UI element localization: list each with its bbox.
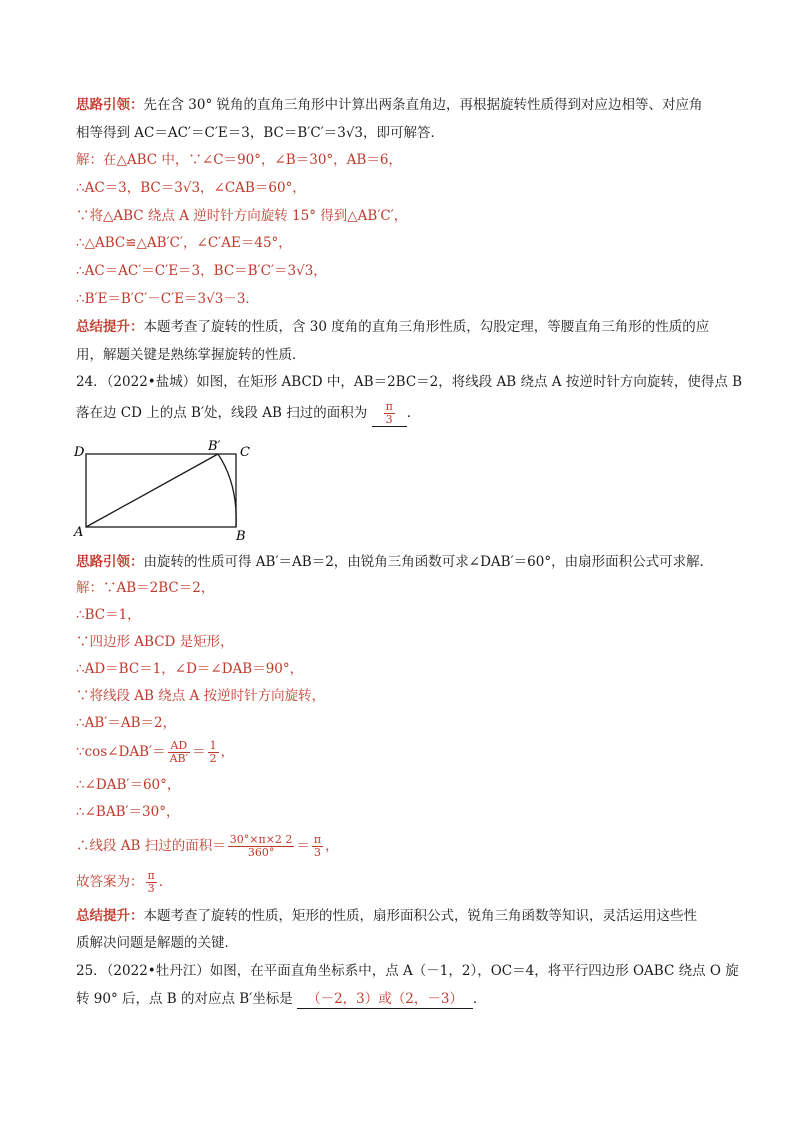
fraction-numerator: π xyxy=(313,833,322,846)
fraction-denominator: 2 xyxy=(209,752,217,765)
q24-hint-line xyxy=(76,553,713,571)
q23-summary-line2: 用，解题关键是熟练掌握旋转的性质． xyxy=(76,347,306,363)
fraction-ad-over-ab xyxy=(168,740,191,765)
q25-stem-line2 xyxy=(76,990,486,1009)
fraction-numerator: π xyxy=(385,400,393,413)
q23-summary-line1 xyxy=(76,318,709,336)
q23-sol-line: ∴AC＝3，BC＝3√3，∠CAB＝60°， xyxy=(76,180,306,196)
q24-answer-line xyxy=(76,868,172,896)
q24-answer-fraction xyxy=(384,401,395,426)
q23-sol-line: ∵将△ABC 绕点 A 逆时针方向旋转 15° 得到△AB′C′， xyxy=(76,208,408,224)
rectangle-abcd xyxy=(86,454,236,527)
q24-answer-blank xyxy=(372,401,407,427)
q25-stem-text: 转 90° 后，点 B 的对应点 B′坐标是 xyxy=(76,991,293,1007)
q24-sol-line: ∵四边形 ABCD 是矩形， xyxy=(76,634,234,650)
fraction-numerator: AD xyxy=(168,740,191,753)
fraction-denominator: AB′ xyxy=(169,752,189,765)
q24-sol7-text: ∵cos∠DAB′＝ xyxy=(76,744,166,760)
q24-summary-text: 本题考查了旋转的性质，矩形的性质，扇形面积公式，锐角三角函数等知识，灵活运用这些性 xyxy=(143,908,697,924)
q24-summary-line2: 质解决问题是解题的关键． xyxy=(76,935,238,951)
label-b: B xyxy=(236,529,246,544)
q24-sol-area-line xyxy=(76,832,339,860)
fraction-denominator: 3 xyxy=(314,846,322,859)
q24-sol-line: ∵将线段 AB 绕点 A 按逆时针方向旋转， xyxy=(76,688,326,704)
q23-sol-line: 解：在△ABC 中，∵∠C＝90°，∠B＝30°，AB＝6， xyxy=(76,152,402,168)
q23-sol-line: ∴AC＝AC′＝C′E＝3，BC＝B′C′＝3√3， xyxy=(76,263,327,279)
q24-sol-line: ∴∠DAB′＝60°， xyxy=(76,777,181,793)
q24-summary-label: 总结提升： xyxy=(76,908,144,924)
q24-sol-line: 解：∵AB＝2BC＝2， xyxy=(76,580,215,596)
arc-bb-prime xyxy=(218,454,236,527)
q24-summary-line1 xyxy=(76,907,697,925)
q24-sol-line: ∴BC＝1， xyxy=(76,607,141,623)
fraction-denominator: 360° xyxy=(247,846,275,859)
equals-sign: ＝ xyxy=(296,838,310,854)
q25-stem-line1: 25．（2022•牡丹江）如图，在平面直角坐标系中，点 A（－1，2），OC＝4，将平行四边形 OABC 绕点 O 旋 xyxy=(76,963,739,979)
q24-sol-cos-line xyxy=(76,738,234,766)
segment-ab-prime xyxy=(86,454,218,527)
equals-sign: ＝ xyxy=(192,744,206,760)
q24-stem-line2 xyxy=(76,401,420,427)
fraction-denominator: 3 xyxy=(147,882,155,895)
q24-ans-end: ． xyxy=(158,874,173,890)
label-d: D xyxy=(74,445,85,460)
q24-stem-text: 落在边 CD 上的点 B′处，线段 AB 扫过的面积为 xyxy=(76,405,368,421)
q25-stem-end: ． xyxy=(472,991,487,1007)
q23-hint-line2: 相等得到 AC＝AC′＝C′E＝3，BC＝B′C′＝3√3，即可解答． xyxy=(76,125,445,141)
q23-sol-line: ∴△ABC≌△AB′C′，∠C′AE＝45°， xyxy=(76,235,292,251)
q23-summary-text: 本题考查了旋转的性质，含 30 度角的直角三角形性质，勾股定理，等腰直角三角形的性质的应 xyxy=(143,319,710,335)
q24-sol-line: ∴∠BAB′＝30°， xyxy=(76,804,180,820)
q24-sol7-end: ， xyxy=(220,744,235,760)
fraction-pi-over-three xyxy=(312,834,323,859)
q23-hint-label: 思路引领： xyxy=(76,97,144,113)
q24-figure xyxy=(70,436,270,546)
q24-sol10-end: ， xyxy=(325,838,339,854)
label-b-prime: B′ xyxy=(208,439,221,454)
q23-summary-label: 总结提升： xyxy=(76,319,144,335)
fraction-one-half xyxy=(208,740,219,765)
fraction-numerator: 30°×π×2 2 xyxy=(229,833,293,846)
q24-stem-line1: 24．（2022•盐城）如图，在矩形 ABCD 中，AB＝2BC＝2，将线段 AB 绕点 A 按逆时针方向旋转，使得点 B xyxy=(76,374,743,390)
q23-sol-line: ∴B′E＝B′C′－C′E＝3√3－3． xyxy=(76,291,259,307)
q24-sol-line: ∴AD＝BC＝1，∠D＝∠DAB＝90°， xyxy=(76,661,304,677)
q24-ans-text: 故答案为： xyxy=(76,874,144,890)
q24-sol10-text: ∴线段 AB 扫过的面积＝ xyxy=(76,838,226,854)
fraction-answer xyxy=(146,870,157,895)
q24-hint-text: 由旋转的性质可得 AB′＝AB＝2，由锐角三角函数可求∠DAB′＝60°，由扇形面积公式可求解． xyxy=(143,554,714,570)
fraction-numerator: 1 xyxy=(209,739,217,752)
q24-hint-label: 思路引领： xyxy=(76,554,144,570)
fraction-denominator: 3 xyxy=(385,413,393,426)
q23-hint-text: 先在含 30° 锐角的直角三角形中计算出两条直角边，再根据旋转性质得到对应边相等、对应角 xyxy=(143,97,703,113)
label-a: A xyxy=(74,525,84,540)
fraction-sector-area xyxy=(228,834,295,859)
q25-answer-blank: （－2，3）或（2，－3） xyxy=(297,990,473,1009)
q24-sol-line: ∴AB′＝AB＝2， xyxy=(76,715,177,731)
q24-stem-end: ． xyxy=(406,405,421,421)
q23-hint-line1 xyxy=(76,96,703,114)
label-c: C xyxy=(240,445,250,460)
fraction-numerator: π xyxy=(147,869,155,882)
